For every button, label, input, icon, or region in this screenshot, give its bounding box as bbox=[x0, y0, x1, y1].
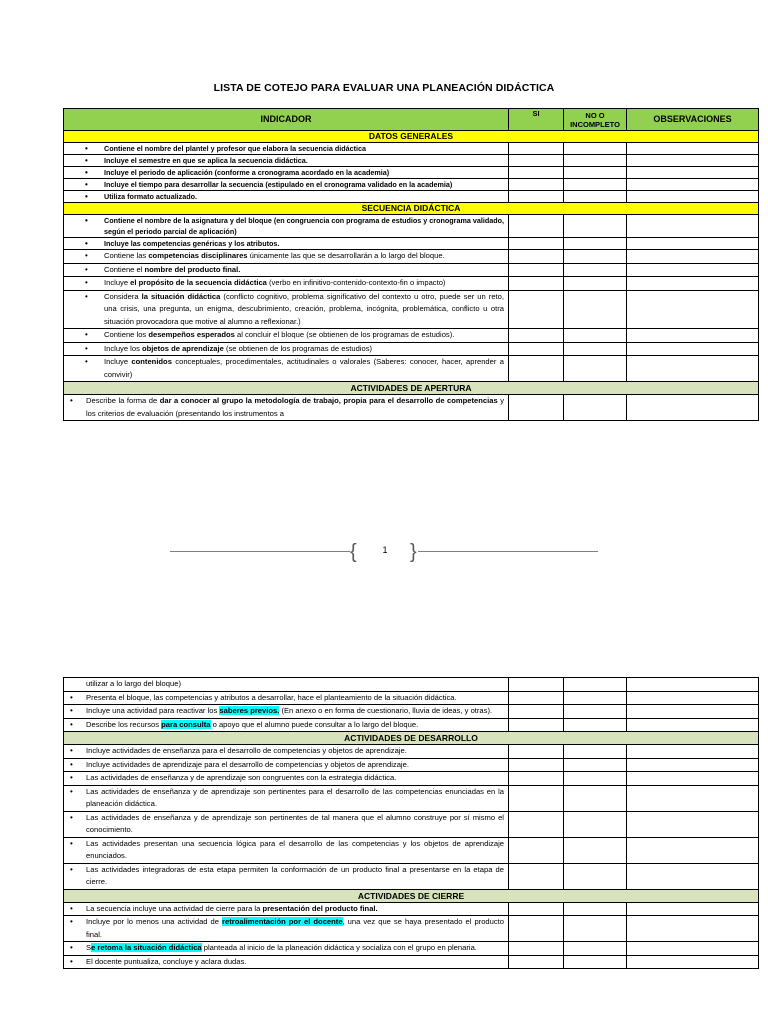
observaciones-cell[interactable] bbox=[627, 179, 759, 191]
si-cell[interactable] bbox=[509, 863, 564, 889]
no-cell[interactable] bbox=[564, 342, 627, 356]
no-cell[interactable] bbox=[564, 356, 627, 382]
si-cell[interactable] bbox=[509, 395, 564, 421]
list-item bbox=[64, 705, 509, 719]
footer-rule-right bbox=[418, 551, 598, 552]
text-run: Considera bbox=[104, 291, 142, 301]
section-secuencia-didactica: SECUENCIA DIDÁCTICA bbox=[64, 203, 759, 215]
observaciones-cell[interactable] bbox=[627, 155, 759, 167]
text-run-bold: presentación del producto final. bbox=[262, 903, 378, 913]
list-item: • Incluye las competencias genéricas y los atributos. bbox=[64, 238, 509, 250]
text-run: (conflicto cognitivo, problema significativo del contexto u otro, puede ser un reto, una crisis, una pregunta, un enigma, descubrimiento, creación, problema, incógnita, problemática, conflicto u otra situación provocadora que motive al alumno a reflexionar.) bbox=[104, 291, 504, 326]
si-cell[interactable] bbox=[509, 916, 564, 942]
observaciones-cell[interactable] bbox=[627, 191, 759, 203]
list-item: • Las actividades de enseñanza y de aprendizaje son congruentes con la estrategia didáctica. bbox=[64, 772, 509, 786]
list-item bbox=[64, 395, 509, 421]
si-cell[interactable] bbox=[509, 238, 564, 250]
text-run-bold: el propósito de la secuencia didáctica bbox=[130, 278, 267, 287]
observaciones-cell[interactable] bbox=[627, 837, 759, 863]
no-cell[interactable] bbox=[564, 290, 627, 329]
si-cell[interactable] bbox=[509, 329, 564, 343]
text-run: únicamente las que se desarrollarán a lo largo del bloque. bbox=[247, 251, 445, 260]
section-datos-generales: DATOS GENERALES bbox=[64, 131, 759, 143]
observaciones-cell[interactable] bbox=[627, 263, 759, 277]
list-item: • Las actividades presentan una secuencia lógica para el desarrollo de las competencias y los objetos de aprendizaje enunciados. bbox=[64, 837, 509, 863]
no-cell[interactable] bbox=[564, 745, 627, 759]
si-cell[interactable] bbox=[509, 942, 564, 956]
text-run: Incluye bbox=[104, 278, 131, 287]
si-cell[interactable] bbox=[509, 745, 564, 759]
no-cell[interactable] bbox=[564, 942, 627, 956]
si-cell[interactable] bbox=[509, 785, 564, 811]
no-cell[interactable] bbox=[564, 155, 627, 167]
list-item bbox=[64, 916, 509, 942]
observaciones-cell[interactable] bbox=[627, 718, 759, 732]
header-indicador: INDICADOR bbox=[64, 109, 509, 131]
text-run-bold: contenidos bbox=[131, 357, 172, 366]
list-item bbox=[64, 277, 509, 291]
header-no-incompleto: NO O INCOMPLETO bbox=[564, 109, 627, 131]
list-item: • El docente puntualiza, concluye y aclara dudas. bbox=[64, 955, 509, 969]
text-run: Contiene el bbox=[104, 264, 145, 274]
page-number: 1 bbox=[382, 545, 388, 555]
text-run: Describe la forma de bbox=[86, 396, 160, 405]
no-cell[interactable] bbox=[564, 250, 627, 264]
section-actividades-desarrollo: ACTIVIDADES DE DESARROLLO bbox=[64, 732, 759, 745]
observaciones-cell[interactable] bbox=[627, 329, 759, 343]
si-cell[interactable] bbox=[509, 155, 564, 167]
header-si: SI bbox=[509, 109, 564, 131]
si-cell[interactable] bbox=[509, 837, 564, 863]
header-observaciones: OBSERVACIONES bbox=[627, 109, 759, 131]
no-cell[interactable] bbox=[564, 863, 627, 889]
list-item: • Incluye el semestre en que se aplica la secuencia didáctica. bbox=[64, 155, 509, 167]
text-run: Incluye una actividad para reactivar los bbox=[86, 706, 220, 715]
observaciones-cell[interactable] bbox=[627, 678, 759, 692]
list-item bbox=[64, 342, 509, 356]
text-run: o apoyo que el alumno puede consultar a lo largo del bloque. bbox=[210, 719, 419, 729]
list-item bbox=[64, 718, 509, 732]
no-cell[interactable] bbox=[564, 678, 627, 692]
list-item: • Contiene el nombre del plantel y profesor que elabora la secuencia didáctica bbox=[64, 143, 509, 155]
observaciones-cell[interactable] bbox=[627, 863, 759, 889]
observaciones-cell[interactable] bbox=[627, 691, 759, 705]
text-run: Incluye bbox=[104, 357, 132, 366]
list-item: • Las actividades integradoras de esta etapa permiten la conformación de un producto final a presentarse en la etapa de cierre. bbox=[64, 863, 509, 889]
si-cell[interactable] bbox=[509, 772, 564, 786]
text-run-bold: desempeños esperados bbox=[148, 330, 235, 339]
no-cell[interactable] bbox=[564, 277, 627, 291]
list-item bbox=[64, 250, 509, 264]
observaciones-cell[interactable] bbox=[627, 215, 759, 238]
si-cell[interactable] bbox=[509, 691, 564, 705]
page-footer bbox=[170, 540, 598, 564]
si-cell[interactable] bbox=[509, 250, 564, 264]
text-run-bold: nombre del producto final. bbox=[144, 264, 241, 274]
si-cell[interactable] bbox=[509, 191, 564, 203]
no-cell[interactable] bbox=[564, 263, 627, 277]
si-cell[interactable] bbox=[509, 167, 564, 179]
observaciones-cell[interactable] bbox=[627, 916, 759, 942]
no-cell[interactable] bbox=[564, 758, 627, 772]
observaciones-cell[interactable] bbox=[627, 758, 759, 772]
si-cell[interactable] bbox=[509, 678, 564, 692]
text-run: Incluye por lo menos una actividad de bbox=[86, 917, 223, 926]
footer-bracket-left: { bbox=[350, 541, 357, 563]
no-cell[interactable] bbox=[564, 238, 627, 250]
observaciones-cell[interactable] bbox=[627, 342, 759, 356]
observaciones-cell[interactable] bbox=[627, 395, 759, 421]
observaciones-cell[interactable] bbox=[627, 290, 759, 329]
no-cell[interactable] bbox=[564, 691, 627, 705]
observaciones-cell[interactable] bbox=[627, 772, 759, 786]
list-item: • Incluye actividades de aprendizaje para el desarrollo de competencias y objetos de aprendizaje. bbox=[64, 758, 509, 772]
checklist-table-page-1 bbox=[63, 108, 759, 421]
text-run: Describe los recursos bbox=[86, 719, 162, 729]
text-run: (se obtienen de los programas de estudios) bbox=[223, 343, 373, 353]
text-run: (verbo en infinitivo-contenido-contexto-fin o impacto) bbox=[266, 278, 446, 287]
list-item bbox=[64, 263, 509, 277]
observaciones-cell[interactable] bbox=[627, 277, 759, 291]
text-run-highlight: e retoma la situación didáctica bbox=[91, 943, 202, 952]
no-cell[interactable] bbox=[564, 329, 627, 343]
si-cell[interactable] bbox=[509, 290, 564, 329]
si-cell[interactable] bbox=[509, 263, 564, 277]
text-run-bold: competencias disciplinares bbox=[148, 251, 248, 260]
si-cell[interactable] bbox=[509, 705, 564, 719]
text-run-highlight: saberes previos. bbox=[219, 706, 280, 715]
si-cell[interactable] bbox=[509, 356, 564, 382]
no-cell[interactable] bbox=[564, 179, 627, 191]
observaciones-cell[interactable] bbox=[627, 745, 759, 759]
no-cell[interactable] bbox=[564, 191, 627, 203]
no-cell[interactable] bbox=[564, 143, 627, 155]
si-cell[interactable] bbox=[509, 277, 564, 291]
text-run: La secuencia incluye una actividad de cierre para la bbox=[86, 903, 263, 913]
observaciones-cell[interactable] bbox=[627, 143, 759, 155]
si-cell[interactable] bbox=[509, 143, 564, 155]
si-cell[interactable] bbox=[509, 902, 564, 916]
no-cell[interactable] bbox=[564, 902, 627, 916]
list-item bbox=[64, 329, 509, 343]
text-run: planteada al inicio de la planeación didáctica y socializa con el grupo en plenaria. bbox=[201, 943, 477, 952]
observaciones-cell[interactable] bbox=[627, 785, 759, 811]
text-run: Contiene las bbox=[104, 251, 149, 260]
si-cell[interactable] bbox=[509, 758, 564, 772]
no-cell[interactable] bbox=[564, 785, 627, 811]
list-item: • Utiliza formato actualizado. bbox=[64, 191, 509, 203]
text-run-bold: dar a conocer al grupo la metodología de trabajo, propia para el desarrollo de competencias bbox=[159, 396, 498, 405]
no-cell[interactable] bbox=[564, 395, 627, 421]
no-cell[interactable] bbox=[564, 167, 627, 179]
text-run: al concluir el bloque (se obtienen de los programas de estudios). bbox=[234, 330, 455, 339]
text-run: Incluye los bbox=[104, 343, 142, 353]
section-actividades-cierre: ACTIVIDADES DE CIERRE bbox=[64, 889, 759, 902]
list-item: • Incluye actividades de enseñanza para el desarrollo de competencias y objetos de aprendizaje. bbox=[64, 745, 509, 759]
si-cell[interactable] bbox=[509, 215, 564, 238]
text-run-bold: objetos de aprendizaje bbox=[142, 343, 224, 353]
observaciones-cell[interactable] bbox=[627, 167, 759, 179]
list-item: • Incluye el tiempo para desarrollar la secuencia (estipulado en el cronograma validado en la academia) bbox=[64, 179, 509, 191]
list-item bbox=[64, 290, 509, 329]
observaciones-cell[interactable] bbox=[627, 356, 759, 382]
no-cell[interactable] bbox=[564, 705, 627, 719]
si-cell[interactable] bbox=[509, 811, 564, 837]
observaciones-cell[interactable] bbox=[627, 942, 759, 956]
observaciones-cell[interactable] bbox=[627, 902, 759, 916]
si-cell[interactable] bbox=[509, 342, 564, 356]
text-run: Contiene los bbox=[104, 330, 149, 339]
text-run: S bbox=[86, 943, 92, 952]
text-run: (En anexo o en forma de cuestionario, lluvia de ideas, y otras). bbox=[279, 706, 493, 715]
observaciones-cell[interactable] bbox=[627, 238, 759, 250]
footer-rule-left bbox=[170, 551, 350, 552]
section-actividades-apertura: ACTIVIDADES DE APERTURA bbox=[64, 382, 759, 395]
footer-bracket-right: } bbox=[410, 541, 417, 563]
list-item: • Incluye el periodo de aplicación (conforme a cronograma acordado en la academia) bbox=[64, 167, 509, 179]
no-cell[interactable] bbox=[564, 916, 627, 942]
list-item: • Las actividades de enseñanza y de aprendizaje son pertinentes para el desarrollo de las competencias enunciadas en la planeación didáctica. bbox=[64, 785, 509, 811]
si-cell[interactable] bbox=[509, 718, 564, 732]
list-item bbox=[64, 942, 509, 956]
list-item bbox=[64, 356, 509, 382]
text-run: y los criterios de evaluación (presentando los instrumentos a bbox=[86, 396, 504, 418]
no-cell[interactable] bbox=[564, 955, 627, 969]
list-item bbox=[64, 902, 509, 916]
observaciones-cell[interactable] bbox=[627, 250, 759, 264]
text-run: conceptuales, procedimentales, actitudinales o valorales (Saberes: conocer, hacer, aprender a convivir) bbox=[104, 357, 504, 379]
observaciones-cell[interactable] bbox=[627, 955, 759, 969]
text-run-bold: la situación didáctica bbox=[141, 291, 221, 301]
text-run: , una vez que se haya presentado el producto final. bbox=[86, 917, 505, 939]
checklist-table-page-2 bbox=[63, 677, 759, 969]
list-item-continued: utilizar a lo largo del bloque) bbox=[64, 678, 509, 692]
no-cell[interactable] bbox=[564, 718, 627, 732]
list-item: • Presenta el bloque, las competencias y atributos a desarrollar, hace el planteamiento de la situación didáctica. bbox=[64, 691, 509, 705]
observaciones-cell[interactable] bbox=[627, 811, 759, 837]
no-cell[interactable] bbox=[564, 837, 627, 863]
document-title: LISTA DE COTEJO PARA EVALUAR UNA PLANEACIÓN DIDÁCTICA bbox=[213, 82, 555, 94]
list-item: • Contiene el nombre de la asignatura y del bloque (en congruencia con programa de estudios y cronograma validado, según el periodo parcial de aplicación) bbox=[64, 215, 509, 238]
no-cell[interactable] bbox=[564, 811, 627, 837]
observaciones-cell[interactable] bbox=[627, 705, 759, 719]
text-run-highlight: para consulta bbox=[161, 719, 211, 729]
text-run-highlight: retroalimentación por el docente bbox=[222, 917, 343, 926]
no-cell[interactable] bbox=[564, 215, 627, 238]
si-cell[interactable] bbox=[509, 179, 564, 191]
list-item: • Las actividades de enseñanza y de aprendizaje son pertinentes de tal manera que el alumno construye por sí mismo el conocimiento. bbox=[64, 811, 509, 837]
no-cell[interactable] bbox=[564, 772, 627, 786]
si-cell[interactable] bbox=[509, 955, 564, 969]
